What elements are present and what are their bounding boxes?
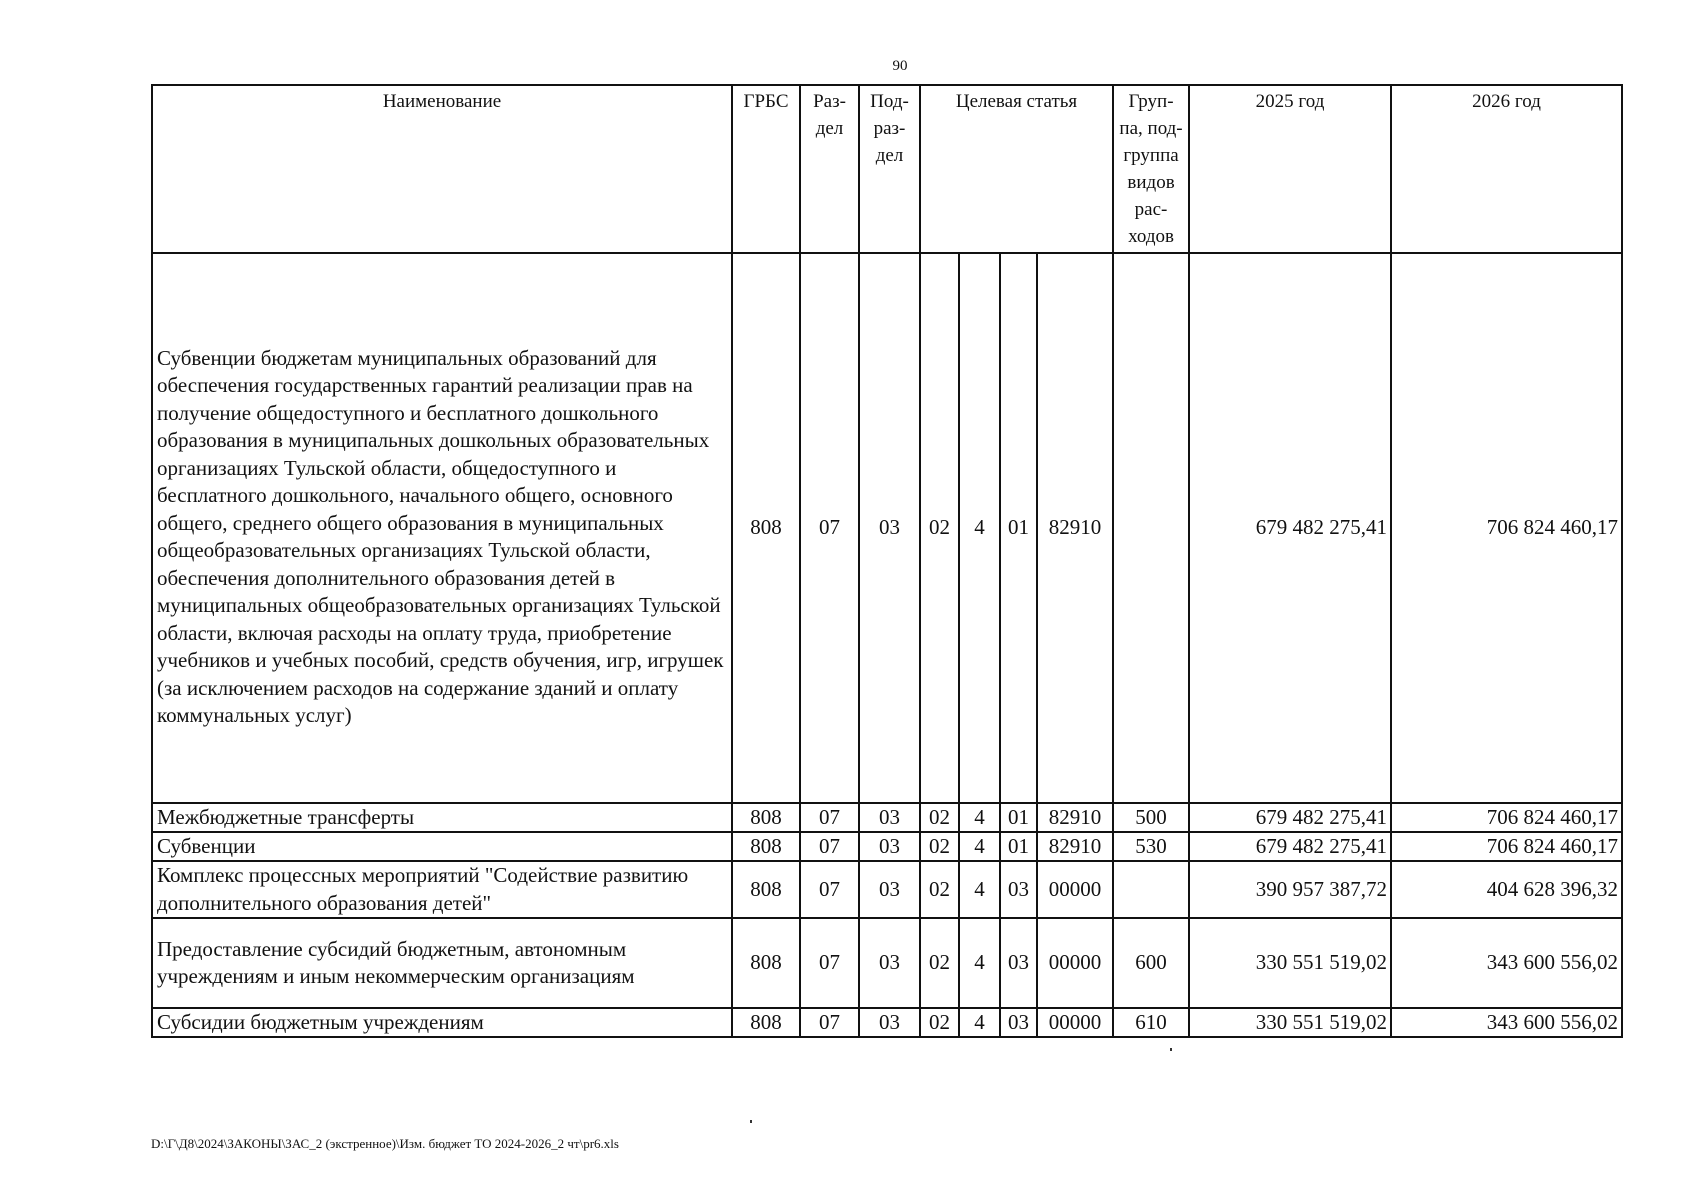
row-razdel: 07 <box>800 918 859 1008</box>
header-name: Наименование <box>152 85 732 253</box>
row-expense-group: 600 <box>1113 918 1189 1008</box>
row-target-direction: 00000 <box>1037 918 1113 1008</box>
row-podrazdel: 03 <box>859 1008 920 1037</box>
table-row <box>152 918 1622 1008</box>
row-amount-2025: 330 551 519,02 <box>1189 1008 1391 1037</box>
row-target-program: 02 <box>920 832 959 861</box>
page-number: 90 <box>892 58 908 74</box>
row-expense-group <box>1113 253 1189 803</box>
row-target-type: 4 <box>959 253 1000 803</box>
row-amount-2026: 706 824 460,17 <box>1391 832 1622 861</box>
row-amount-2026: 706 824 460,17 <box>1391 253 1622 803</box>
row-expense-group: 500 <box>1113 803 1189 832</box>
row-target-type: 4 <box>959 803 1000 832</box>
header-2025: 2025 год <box>1189 85 1391 253</box>
row-amount-2025: 679 482 275,41 <box>1189 253 1391 803</box>
table-row <box>152 253 1622 803</box>
row-target-direction: 82910 <box>1037 803 1113 832</box>
row-amount-2025: 679 482 275,41 <box>1189 803 1391 832</box>
scan-speck <box>750 1120 752 1123</box>
header-expense-group: Груп-па, под-группа видов рас-ходов <box>1113 85 1189 253</box>
row-razdel: 07 <box>800 832 859 861</box>
row-name: Субвенции бюджетам муниципальных образований для обеспечения государственных гарантий реализации прав на получение общедоступного и бесплатного дошкольного образования в муниципальных дошкольных образовательных организациях Тульской области, общедоступного и бесплатного дошкольного, начального общего, основного общего, среднего общего образования в муниципальных общеобразовательных организациях Тульской области, обеспечения дополнительного образования детей в муниципальных общеобразовательных организациях Тульской области, включая расходы на оплату труда, приобретение учебников и учебных пособий, средств обучения, игр, игрушек (за исключением расходов на содержание зданий и оплату коммунальных услуг) <box>152 253 732 803</box>
row-target-direction: 00000 <box>1037 1008 1113 1037</box>
row-name: Предоставление субсидий бюджетным, автономным учреждениям и иным некоммерческим организациям <box>152 918 732 1008</box>
row-target-program: 02 <box>920 803 959 832</box>
row-target-event: 01 <box>1000 832 1037 861</box>
row-podrazdel: 03 <box>859 918 920 1008</box>
table-row <box>152 832 1622 861</box>
row-razdel: 07 <box>800 253 859 803</box>
row-podrazdel: 03 <box>859 861 920 918</box>
header-target-article: Целевая статья <box>920 85 1113 253</box>
header-razdel: Раз-дел <box>800 85 859 253</box>
budget-table <box>151 84 1623 1038</box>
row-amount-2026: 343 600 556,02 <box>1391 918 1622 1008</box>
row-grbs: 808 <box>732 253 800 803</box>
row-amount-2026: 404 628 396,32 <box>1391 861 1622 918</box>
row-name: Межбюджетные трансферты <box>152 803 732 832</box>
row-amount-2026: 706 824 460,17 <box>1391 803 1622 832</box>
row-name: Субсидии бюджетным учреждениям <box>152 1008 732 1037</box>
row-grbs: 808 <box>732 803 800 832</box>
row-expense-group <box>1113 861 1189 918</box>
row-target-event: 01 <box>1000 253 1037 803</box>
row-grbs: 808 <box>732 918 800 1008</box>
row-target-direction: 82910 <box>1037 253 1113 803</box>
file-path-footer: D:\Г\Д8\2024\ЗАКОНЫ\ЗАС_2 (экстренное)\Изм. бюджет ТО 2024-2026_2 чт\pr6.xls <box>151 1136 619 1151</box>
table-row <box>152 803 1622 832</box>
row-amount-2025: 679 482 275,41 <box>1189 832 1391 861</box>
row-grbs: 808 <box>732 832 800 861</box>
scan-speck <box>1170 1048 1172 1051</box>
row-target-direction: 82910 <box>1037 832 1113 861</box>
row-expense-group: 530 <box>1113 832 1189 861</box>
row-amount-2025: 390 957 387,72 <box>1189 861 1391 918</box>
row-amount-2026: 343 600 556,02 <box>1391 1008 1622 1037</box>
row-target-type: 4 <box>959 1008 1000 1037</box>
row-podrazdel: 03 <box>859 803 920 832</box>
row-grbs: 808 <box>732 1008 800 1037</box>
row-target-program: 02 <box>920 861 959 918</box>
row-target-program: 02 <box>920 1008 959 1037</box>
row-target-event: 03 <box>1000 1008 1037 1037</box>
row-target-program: 02 <box>920 918 959 1008</box>
table-header-row <box>152 85 1622 253</box>
row-podrazdel: 03 <box>859 253 920 803</box>
row-expense-group: 610 <box>1113 1008 1189 1037</box>
row-target-event: 03 <box>1000 861 1037 918</box>
header-2026: 2026 год <box>1391 85 1622 253</box>
table-row <box>152 1008 1622 1037</box>
row-grbs: 808 <box>732 861 800 918</box>
row-amount-2025: 330 551 519,02 <box>1189 918 1391 1008</box>
row-target-event: 03 <box>1000 918 1037 1008</box>
row-razdel: 07 <box>800 803 859 832</box>
row-podrazdel: 03 <box>859 832 920 861</box>
row-target-event: 01 <box>1000 803 1037 832</box>
header-podrazdel: Под-раз-дел <box>859 85 920 253</box>
row-target-direction: 00000 <box>1037 861 1113 918</box>
row-target-program: 02 <box>920 253 959 803</box>
row-target-type: 4 <box>959 832 1000 861</box>
row-target-type: 4 <box>959 861 1000 918</box>
row-razdel: 07 <box>800 861 859 918</box>
header-grbs: ГРБС <box>732 85 800 253</box>
row-name: Комплекс процессных мероприятий "Содействие развитию дополнительного образования детей" <box>152 861 732 918</box>
row-target-type: 4 <box>959 918 1000 1008</box>
row-name: Субвенции <box>152 832 732 861</box>
table-row <box>152 861 1622 918</box>
row-razdel: 07 <box>800 1008 859 1037</box>
